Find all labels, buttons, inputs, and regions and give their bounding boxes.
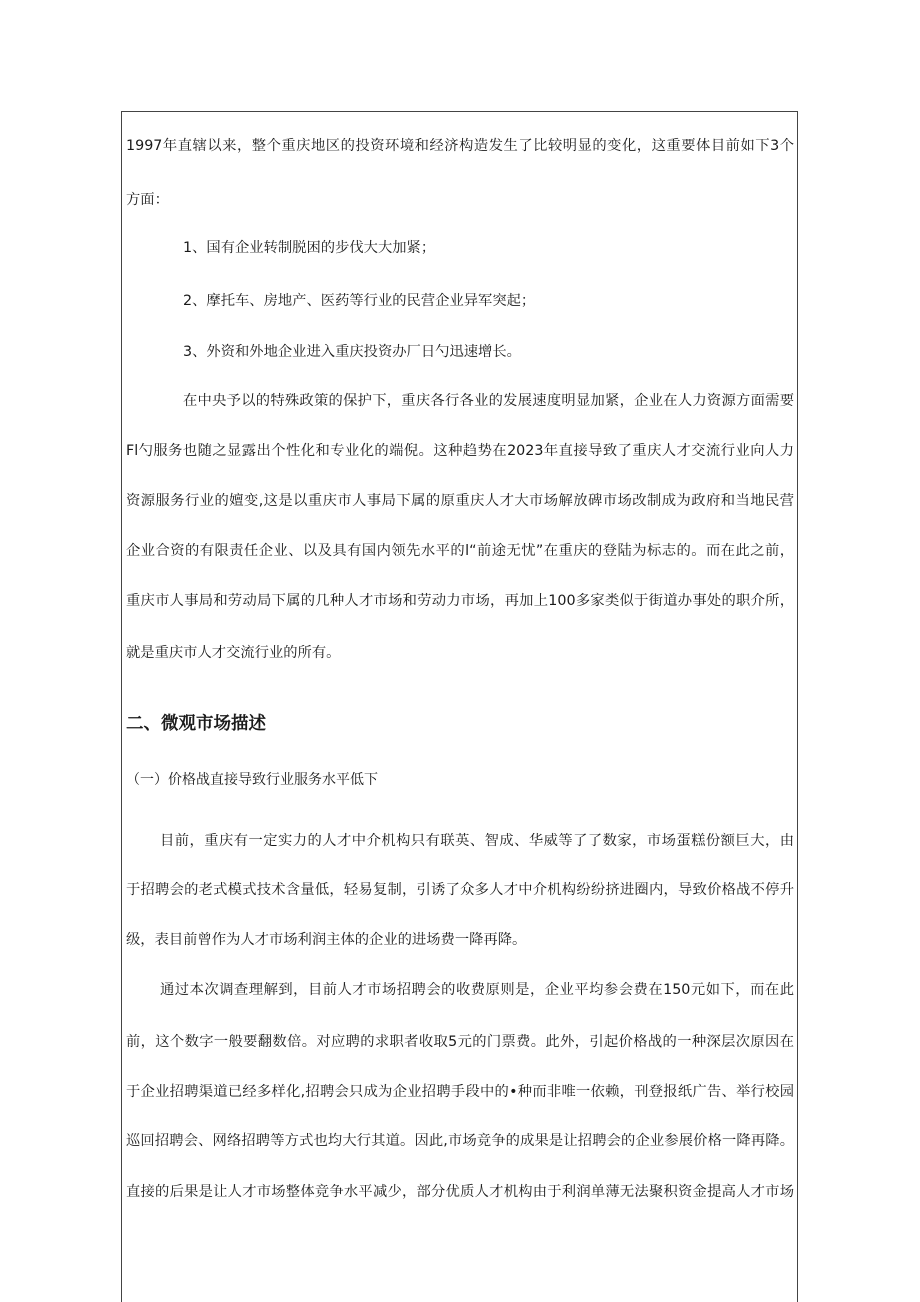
paragraph-line: Fl勺服务也随之显露出个性化和专业化的端倪。这种趋势在2023年直接导致了重庆人才交流行业向人力 xyxy=(126,443,794,459)
document-table-frame xyxy=(121,111,798,1302)
paragraph-line: 前，这个数字一般要翻数倍。对应聘的求职者收取5元的门票费。此外，引起价格战的一种深层次原因在 xyxy=(126,1034,794,1050)
subsection-heading: （一）价格战直接导致行业服务水平低下 xyxy=(126,772,378,788)
list-item: 3、外资和外地企业进入重庆投资办厂日勺迅速增长。 xyxy=(183,344,521,360)
paragraph-line: 方面： xyxy=(126,192,169,208)
list-item: 2、摩托车、房地产、医药等行业的民营企业异军突起； xyxy=(183,293,536,309)
paragraph-line: 在中央予以的特殊政策的保护下，重庆各行各业的发展速度明显加紧，企业在人力资源方面需要 xyxy=(183,393,794,409)
paragraph-line: 目前，重庆有一定实力的人才中介机构只有联英、智成、华威等了了数家，市场蛋糕份额巨大，由 xyxy=(160,833,794,849)
paragraph-line: 1997年直辖以来，整个重庆地区的投资环境和经济构造发生了比较明显的变化，这重要体目前如下3个 xyxy=(126,138,794,154)
paragraph-line: 级，表目前曾作为人才市场利润主体的企业的进场费一降再降。 xyxy=(126,932,527,948)
paragraph-line: 巡回招聘会、网络招聘等方式也均大行其道。因此,市场竞争的成果是让招聘会的企业参展价格一降再降。 xyxy=(126,1133,794,1149)
paragraph-line: 就是重庆市人才交流行业的所有。 xyxy=(126,645,341,661)
paragraph-line: 资源服务行业的嬗变,这是以重庆市人事局下属的原重庆人才大市场解放碑市场改制成为政府和当地民营 xyxy=(126,493,794,509)
paragraph-line: 直接的后果是让人才市场整体竞争水平减少，部分优质人才机构由于利润单薄无法聚积资金提高人才市场 xyxy=(126,1184,794,1200)
paragraph-line: 重庆市人事局和劳动局下属的几种人才市场和劳动力市场，再加上100多家类似于街道办事处的职介所， xyxy=(126,593,794,609)
paragraph-line: 于招聘会的老式模式技术含量低，轻易复制，引诱了众多人才中介机构纷纷挤进圈内，导致价格战不停升 xyxy=(126,882,794,898)
paragraph-line: 企业合资的有限责任企业、以及具有国内领先水平的l“前途无忧”在重庆的登陆为标志的。而在此之前， xyxy=(126,543,794,559)
section-heading: 二、微观市场描述 xyxy=(126,714,266,734)
list-item: 1、国有企业转制脱困的步伐大大加紧； xyxy=(183,240,436,256)
paragraph-line: 通过本次调查理解到，目前人才市场招聘会的收费原则是，企业平均参会费在150元如下，而在此 xyxy=(160,982,794,998)
paragraph-line: 于企业招聘渠道已经多样化,招聘会只成为企业招聘手段中的•种而非唯一依赖，刊登报纸广告、举行校园 xyxy=(126,1084,794,1100)
